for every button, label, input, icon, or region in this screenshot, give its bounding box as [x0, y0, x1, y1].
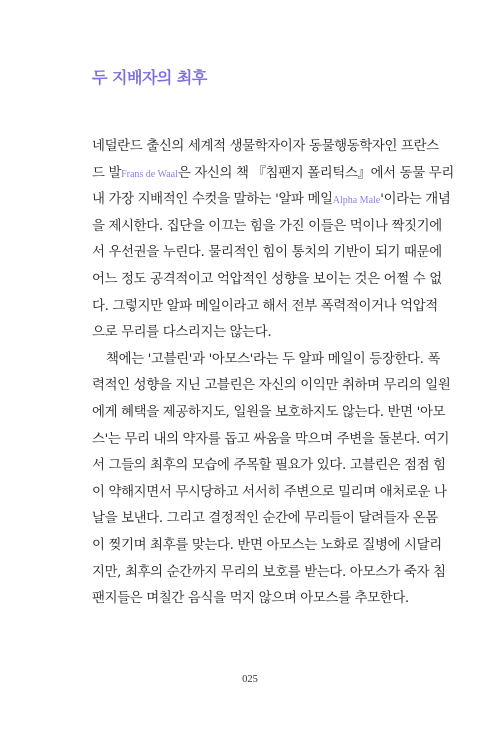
text-line — [92, 586, 422, 613]
text-line — [92, 134, 439, 161]
text-run: 서 우선권을 누린다. 물리적인 힘이 통치의 기반이 되기 때문에 — [92, 245, 442, 261]
text-run: 지만, 최후의 순간까지 무리의 보호를 받는다. 아모스가 죽자 침 — [92, 564, 446, 580]
text-run: 서 그들의 최후의 모습에 주목할 필요가 있다. 고블린은 점점 힘 — [92, 458, 446, 474]
text-line — [92, 373, 451, 400]
text-line — [92, 161, 454, 188]
text-run: 날을 보낸다. 그리고 결정적인 순간에 무리들이 달려들자 온몸 — [92, 511, 438, 527]
paragraph-1 — [92, 134, 454, 347]
text-run: 을 제시한다. 집단을 이끄는 힘을 가진 이들은 먹이나 짝짓기에 — [92, 218, 442, 234]
text-line — [92, 214, 442, 241]
text-run: 어느 정도 공격적이고 억압적인 성향을 보이는 것은 어쩔 수 없 — [92, 271, 442, 287]
text-line — [92, 320, 422, 347]
text-line — [92, 427, 450, 454]
latin-annotation: Frans de Waal — [121, 168, 178, 180]
page-number: 025 — [242, 674, 258, 685]
text-run: 네덜란드 출신의 세계적 생물학자이자 동물행동학자인 프란스 — [92, 139, 439, 154]
text-run: 드 발 — [92, 165, 122, 181]
text-line — [92, 240, 442, 267]
section-heading: 두 지배자의 최후 — [92, 68, 207, 87]
text-run: 스'는 무리 내의 약자를 돕고 싸움을 막으며 주변을 돌본다. 여기 — [92, 431, 450, 447]
text-line — [92, 347, 441, 374]
text-run: 으로 무리를 다스리지는 않는다. — [92, 325, 272, 341]
text-run: 력적인 성향을 지닌 고블린은 자신의 이익만 취하며 무리의 일원 — [92, 378, 451, 394]
body-text — [92, 134, 454, 613]
text-run: 내 가장 지배적인 수컷을 말하는 '알파 메일 — [92, 192, 333, 208]
text-run: 은 자신의 책 『침팬지 폴리틱스』에서 동물 무리 — [177, 165, 454, 181]
text-run: 이 약해지면서 무시당하고 서서히 주변으로 밀리며 애처로운 나 — [92, 484, 447, 500]
text-line — [92, 267, 442, 294]
text-line — [92, 453, 446, 480]
text-line — [92, 560, 446, 587]
text-run: '이라는 개념 — [380, 192, 451, 208]
text-run: 책에는 '고블린'과 '아모스'라는 두 알파 메일이 등장한다. 폭 — [106, 351, 441, 367]
paragraph-2 — [92, 347, 451, 613]
latin-annotation: Alpha Male — [332, 195, 381, 207]
text-line — [92, 400, 446, 427]
text-line — [92, 294, 438, 321]
text-line — [92, 506, 438, 533]
text-run: 에게 혜택을 제공하지도, 일원을 보호하지도 않는다. 반면 '아모 — [92, 404, 446, 420]
text-run: 다. 그렇지만 알파 메일이라고 해서 전부 폭력적이거나 억압적 — [92, 298, 438, 314]
text-line — [92, 480, 447, 507]
text-line — [92, 187, 451, 214]
text-line — [92, 533, 442, 560]
text-run: 팬지들은 며칠간 음식을 먹지 않으며 아모스를 추모한다. — [92, 591, 409, 607]
text-run: 이 찢기며 최후를 맞는다. 반면 아모스는 노화로 질병에 시달리 — [92, 537, 442, 553]
